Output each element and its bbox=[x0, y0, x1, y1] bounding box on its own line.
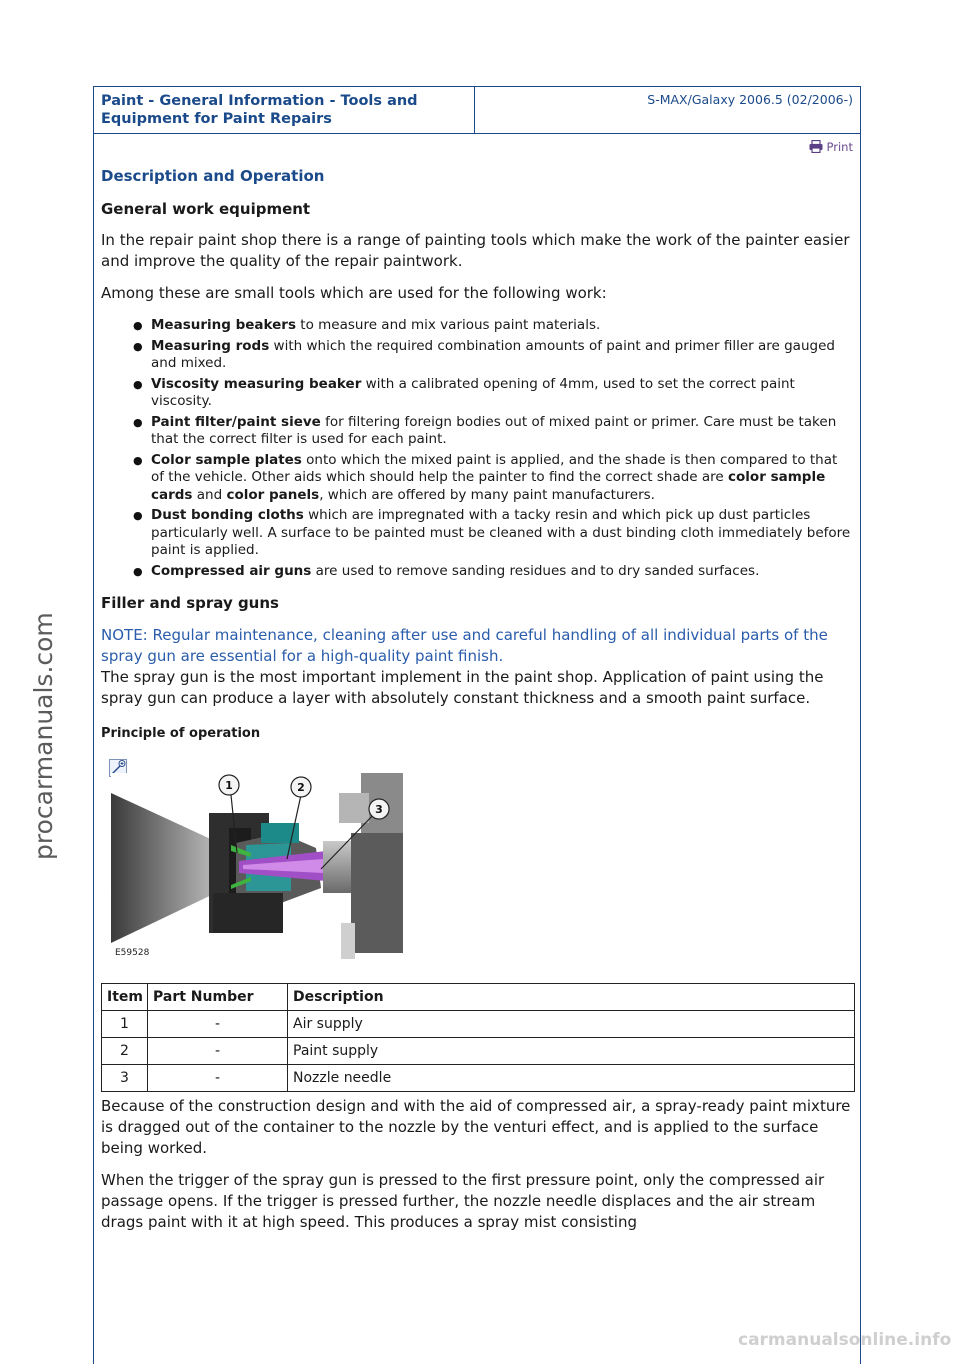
spray-gun-figure bbox=[101, 757, 853, 963]
list-item: ● Color sample plates onto which the mixed paint is applied, and the shade is then compared to that of the vehicle. Other aids which should help the painter to find the correct shade are color sample cards and color panels, which are offered by many paint manufacturers. bbox=[151, 452, 853, 505]
side-watermark bbox=[5, 560, 58, 860]
header-description: Description bbox=[288, 984, 855, 1011]
printer-icon bbox=[809, 140, 823, 156]
content-frame bbox=[93, 134, 861, 1364]
trigger-para: When the trigger of the spray gun is pressed to the first pressure point, only the compressed air passage opens. If the trigger is pressed further, the nozzle needle displaces and the air stream drags paint with it at high speed. This produces a spray mist consisting bbox=[101, 1171, 825, 1231]
print-link[interactable] bbox=[101, 134, 853, 156]
callout-1: 1 bbox=[225, 779, 233, 792]
general-para-2: Among these are small tools which are used for the following work: bbox=[101, 284, 607, 302]
maintenance-note: NOTE: Regular maintenance, cleaning after use and careful handling of all individual parts of the spray gun are essential for a high-quality paint finish. bbox=[101, 626, 828, 665]
vehicle-model: S-MAX/Galaxy 2006.5 (02/2006-) bbox=[475, 87, 861, 134]
list-item: ● Paint filter/paint sieve for filtering foreign bodies out of mixed paint or primer. Care must be taken that the correct filter is used for each paint. bbox=[151, 414, 853, 449]
list-item: ● Viscosity measuring beaker with a calibrated opening of 4mm, used to set the correct paint viscosity. bbox=[151, 376, 853, 411]
callout-2: 2 bbox=[297, 781, 305, 794]
manual-page bbox=[93, 86, 861, 1364]
spray-gun-illustration bbox=[111, 773, 403, 959]
figure-code: E59528 bbox=[115, 948, 150, 958]
header-part-number: Part Number bbox=[148, 984, 288, 1011]
page-header bbox=[93, 86, 861, 134]
bottom-watermark: carmanualsonline.info bbox=[738, 1330, 952, 1350]
tools-list bbox=[101, 317, 853, 580]
page-title: Paint - General Information - Tools and Equipment for Paint Repairs bbox=[94, 87, 475, 134]
principle-heading: Principle of operation bbox=[101, 726, 261, 741]
list-item: ● Compressed air guns are used to remove sanding residues and to dry sanded surfaces. bbox=[151, 563, 853, 581]
header-item: Item bbox=[102, 984, 148, 1011]
print-label: Print bbox=[826, 140, 853, 154]
side-watermark-text: procarmanuals.com bbox=[29, 612, 58, 860]
filler-heading: Filler and spray guns bbox=[101, 594, 279, 612]
general-heading: General work equipment bbox=[101, 200, 311, 218]
general-para-1: In the repair paint shop there is a range of painting tools which make the work of the painter easier and improve the quality of the repair paintwork. bbox=[101, 231, 850, 270]
table-row: 3 - Nozzle needle bbox=[102, 1065, 855, 1092]
list-item: ● Dust bonding cloths which are impregnated with a tacky resin and which pick up dust particles particularly well. A surface to be painted must be cleaned with a dust binding cloth immediately before paint is applied. bbox=[151, 507, 853, 560]
callout-3: 3 bbox=[375, 803, 383, 816]
list-item: ● Measuring rods with which the required combination amounts of paint and primer filler are gauged and mixed. bbox=[151, 338, 853, 373]
parts-table bbox=[101, 983, 855, 1092]
filler-para: The spray gun is the most important implement in the paint shop. Application of paint using the spray gun can produce a layer with absolutely constant thickness and a smooth paint surface. bbox=[101, 668, 824, 707]
list-item: ● Measuring beakers to measure and mix various paint materials. bbox=[151, 317, 853, 335]
table-row: 1 - Air supply bbox=[102, 1011, 855, 1038]
section-heading: Description and Operation bbox=[101, 167, 325, 185]
table-header-row bbox=[102, 984, 855, 1011]
table-row: 2 - Paint supply bbox=[102, 1038, 855, 1065]
venturi-para: Because of the construction design and with the aid of compressed air, a spray-ready paint mixture is dragged out of the container to the nozzle by the venturi effect, and is applied to the surface being worked. bbox=[101, 1097, 851, 1157]
